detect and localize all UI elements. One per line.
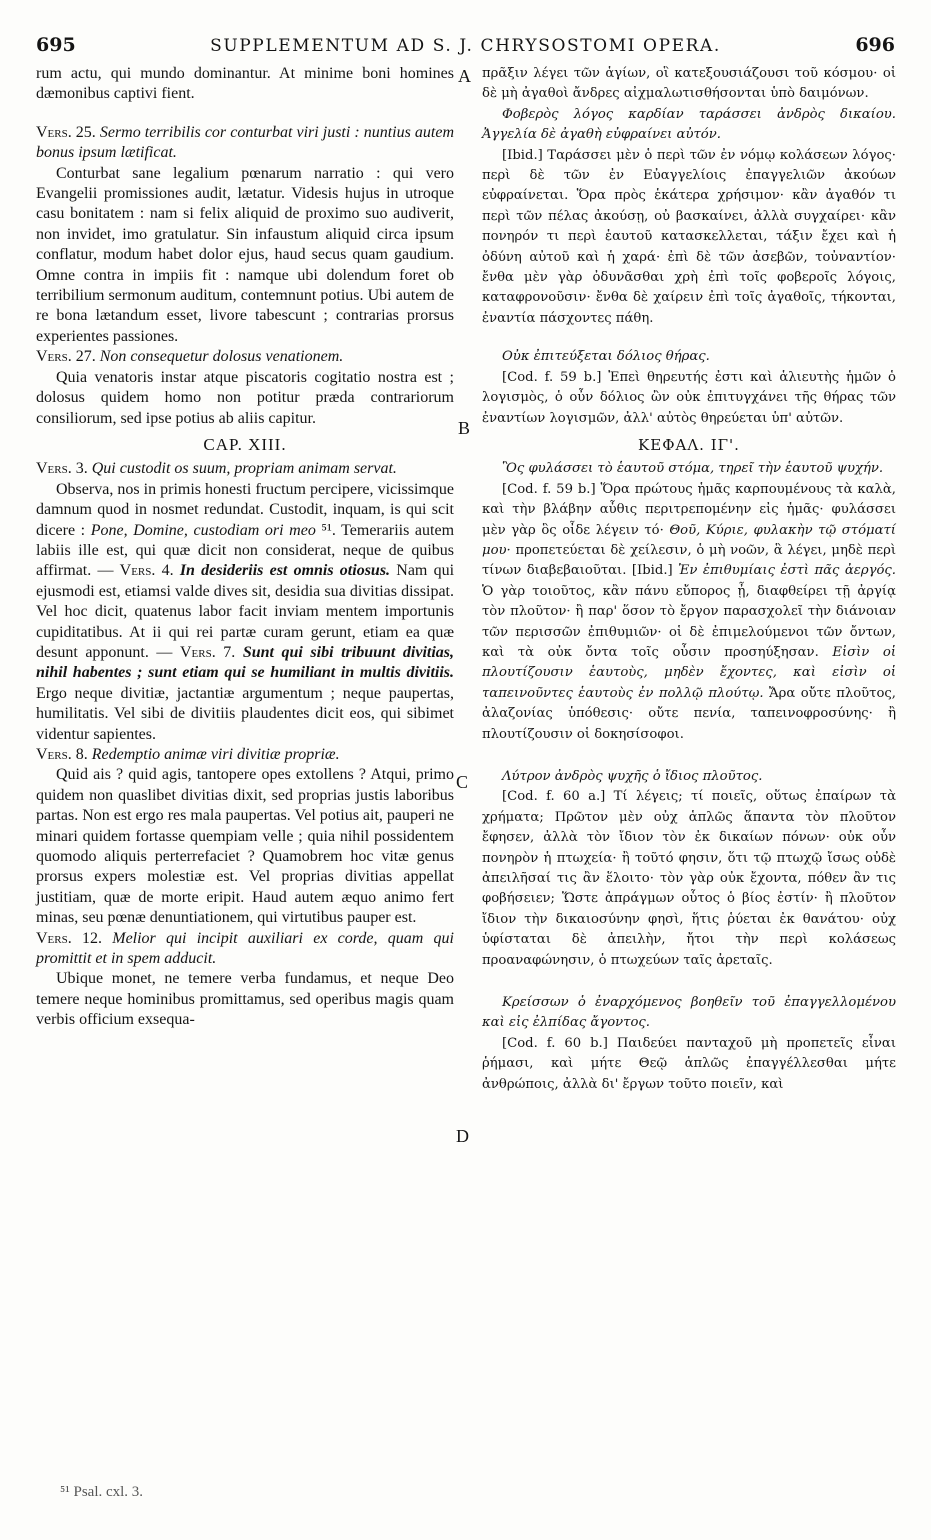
latin-verse-3 [36, 459, 454, 479]
latin-verse-8 [36, 745, 454, 765]
verse-text: Sermo terribilis cor conturbat viri justi : nuntius autem bonus ipsum lætificat. [36, 123, 455, 162]
footnote: ⁵¹ Psal. cxl. 3. [60, 1484, 144, 1500]
latin-verse-12 [36, 929, 454, 970]
verse-label: Vers. 8. [36, 746, 88, 763]
greek-lemma: Ὃς φυλάσσει τὸ ἑαυτοῦ στόμα, τηρεῖ τὴν ἑαυτοῦ ψυχήν. [502, 461, 884, 477]
latin-verse-27 [36, 347, 454, 367]
greek-lemma: Φοβερὸς λόγος καρδίαν ταράσσει ἀνδρὸς δικαίου. Ἀγγελία δὲ ἀγαθὴ εὐφραίνει αὐτόν. [482, 106, 896, 143]
verse-label: Vers. 7. [179, 643, 236, 661]
greek-paragraph: πρᾶξιν λέγει τῶν ἁγίων, οἳ κατεξουσιάζουσι τοῦ κόσμου· οἱ δὲ μὴ ἀγαθοὶ ἄνδρες αἰχμαλωτισθήσονται ὑπὸ δαιμόνων. [482, 66, 896, 102]
codex-reference: [Cod. f. 60 a.] [502, 789, 606, 805]
text-run: Ταράσσει μὲν ὁ περὶ τῶν ἐν νόμῳ κολάσεων λόγος· περὶ δὲ τῶν ἐν Εὐαγγελίοις ἐπαγγελιῶν ἀκούων εὐφραίνεται. Ὅρα πρὸς ἑκάτερα χρήσιμον· κἂν ἀγαθόν τι περὶ τῶν πέλας ἀκούσῃ, οὐ βασκαίνει, ἀλλὰ συγχαίρει· κἂν πονηρόν τι περὶ ἑαυτοῦ κατασκελλεται, τάξιν ἔχει καὶ ἡ ὀδύνη αὐτοῦ καὶ ἡ χαρά· ἐπὶ δὲ τῶν ἀσεβῶν, τοὐναντίον· ἔνθα μὲν γὰρ ὀδυνᾶσθαι χρὴ ἐπὶ τοῖς φοβεροῖς λόγοις, καταφρονοῦσιν· ἔνθα δὲ χαίρειν ἐπὶ τοῖς ἀγαθοῖς, τήκονται, ἐναντία πάσχοντες πάθη. [482, 147, 896, 326]
codex-reference: [Cod. f. 59 b.] [502, 481, 596, 497]
running-title: SUPPLEMENTUM AD S. J. CHRYSOSTOMI OPERA. [210, 36, 721, 56]
codex-reference: [Ibid.] [631, 563, 673, 579]
verse-label: Vers. 27. [36, 348, 96, 366]
codex-reference: [Cod. f. 60 b.] [502, 1035, 608, 1051]
greek-paragraph [482, 368, 896, 429]
text-run: Παιδεύει πανταχοῦ μὴ προπετεῖς εἶναι ῥήμασι, καὶ μήτε Θεῷ ἁπλῶς ἐπαγγέλλεσθαι μήτε ἀνθρώποις, ἀλλὰ δι' ἔργων τοῦτο ποιεῖν, καὶ [482, 1035, 896, 1092]
greek-lemma-inline: Ἐν ἐπιθυμίαις ἐστὶ πᾶς ἀεργός. [672, 563, 896, 579]
greek-lemma: Οὐκ ἐπιτεύξεται δόλιος θήρας. [502, 349, 710, 365]
margin-marker-d: D [456, 1126, 469, 1146]
scripture-quote: Θοῦ, Κύριε, φυλακὴν τῷ στόματί μου· [482, 522, 896, 558]
margin-marker-b: B [458, 418, 471, 438]
latin-column [36, 64, 454, 1031]
text-run: Ergo neque divitiæ, jactantiæ argumentum ; neque paupertas, humilitatis. Vel sibi de divitiis plaudentes dicit eos, qui sibimet videntur sapientes. [36, 684, 454, 743]
text-run: . Temerariis autem labiis ille est, qui quæ dicit non considerat, neque de quibus affirmat. — [36, 521, 455, 580]
verse-label: Vers. 25. [36, 123, 96, 141]
greek-paragraph [482, 787, 896, 971]
page-header [36, 34, 895, 60]
footnote-ref: ⁵¹ [315, 521, 332, 539]
codex-reference: [Ibid.] [502, 147, 543, 163]
verse-text: Qui custodit os suum, propriam animam servat. [91, 460, 397, 478]
text-run: Ὁ γὰρ τοιοῦτος, κἂν πάνυ εὔπορος ᾖ, διαφθείρει τῇ ἀργίᾳ τὸν πλοῦτον· ἢ παρ' ὅσον τὸ ἔργον παρασχολεῖ τὴν διάνοιαν τῶν περισσῶν ἐπιθυμιῶν· οἱ δὲ ἐπιμελούμενοι τῶν ὄντων, καὶ τὰ οὐκ ὄντα τοῖς οὖσιν προσηύξησαν. [482, 583, 896, 660]
text-run: Τί λέγεις; τί ποιεῖς, οὕτως ἐπαίρων τὰ χρήματα; Πρῶτον μὲν οὐχ ἁπλῶς ἅπαντα τὸν πλοῦτον ἔφησεν, ἀλλὰ τὸν ἴδιον τὸν ἐκ δικαίων πόνων· οὐκ οὖν πονηρὸν ἡ πτωχεία· ἢ τοῦτό φησιν, ὅτι τῷ πτωχῷ ἴσως οὐδὲ ἀπειλῆσαί τις ἂν ἕλοιτο· τὸν γὰρ οὐκ ἔχοντα, πόθεν ἂν τις φοβήσειεν; Ὥστε ἀπράγμων οὗτος ὁ βίος ἐστίν· ἢ πλοῦτον ἴδιον τὴν δικαιοσύνην φησὶ, ἥτις ῥύεται ἐκ θανάτου· οὐχ ὑφίσταται δὲ ἀπειλὴν, ἤτοι τὴν περὶ κολάσεως προαναφώνησιν, ὁ πτωχεύων ταῖς ἀρεταῖς. [482, 789, 896, 968]
verse-text: Non consequetur dolosus venationem. [99, 348, 344, 366]
page-number-right: 696 [855, 34, 895, 56]
verse-label: Vers. 4. [119, 562, 174, 580]
text-run: Observa, nos in primis honesti fructum percipere, vicissimque damnum quod in nosmet redundat. Custodit, inquam, is qui scit dicere : [36, 480, 454, 539]
chapter-heading-greek: ΚΕΦΑΛ. ΙΓ'. [638, 435, 740, 454]
text-run: προπετεύεται δὲ χείλεσιν, ὁ μὴ νοῶν, ἃ λέγει, μηδὲ περὶ τίνων διαβεβαιοῦται. [482, 542, 896, 579]
text-run: Ὅρα πρώτους ἡμᾶς καρπουμένους τὰ καλὰ, καὶ τὴν βλάβην αὖθις περιτρεπομένην εἰς ἡμᾶς· φυλάσσει μὲν γὰρ ὃς οἶδε λέγειν τό· [482, 481, 897, 538]
greek-lemma-inline: Εἰσὶν οἱ πλουτίζουσιν ἑαυτοὺς, μηδὲν ἔχοντες, καὶ εἰσὶν οἱ ταπεινοῦντες ἑαυτοὺς ἐν πολλῷ πλούτῳ. [482, 644, 896, 701]
latin-verse-25 [36, 123, 454, 164]
greek-paragraph [482, 480, 896, 745]
greek-lemma: Λύτρον ἀνδρὸς ψυχῆς ὁ ἴδιος πλοῦτος. [502, 769, 763, 784]
latin-paragraph: rum actu, qui mundo dominantur. At minime boni homines dæmonibus captivi fient. [36, 65, 454, 103]
latin-paragraph: Quid ais ? quid agis, tantopere opes extollens ? Atqui, primo quidem non quaslibet divitias dixit, sed proprias justis laboribus partas. Non est ergo res mala paupertas. Vel potius ait, pauperi ne minari quidem fortasse quempiam velle ; quia nihil possidentem quomodo aliquis perterrefaciet ? Quamobrem hoc vitæ genus prorsus expers molestiæ est. Vel proprias divitias appellat justitiam, quæ de morte eripit. Haud autem æquo animo fert minas, seu pœnæ denuntiationem, qui virtutibus pauper est. [36, 766, 454, 927]
greek-paragraph [482, 146, 896, 330]
verse-text: In desideriis est omnis otiosus. [179, 562, 391, 580]
text-run: Ἄρα οὔτε πλοῦτος, ἀλαζονίας ὑπόθεσις· οὔτε πενία, ταπεινοφροσύνης· ἢ πλουτίζουσιν οἱ δοκησίσοφοι. [482, 685, 896, 742]
latin-paragraph [36, 480, 454, 745]
text-run: Nam qui ejusmodi est, etiamsi valde dives sit, desidia sua divitias dissipat. Vel hoc dicit, quatenus labor facit inviam mentem importunis cupiditatibus. At ii qui rei partæ curam gerunt, etiam ea quæ desunt apponunt. — [36, 562, 455, 661]
scripture-quote: Pone, Domine, custodiam ori meo [90, 521, 316, 539]
latin-paragraph: Ubique monet, ne temere verba fundamus, et neque Deo temere neque hominibus promittamus, sed operibus magis quam verbis officium exsequa- [36, 970, 454, 1029]
verse-text: Sunt qui sibi tribuunt divitias, nihil habentes ; sunt etiam qui se humiliant in multis divitiis. [36, 643, 455, 682]
verse-text: Redemptio animæ viri divitiæ propriæ. [91, 746, 340, 763]
margin-marker-a: A [458, 66, 471, 86]
greek-column [482, 64, 896, 1095]
chapter-heading-latin: CAP. XIII. [203, 434, 287, 454]
verse-text: Melior qui incipit auxiliari ex corde, quam qui promittit et in spem adducit. [36, 929, 454, 968]
page-number-left: 695 [36, 34, 76, 56]
verse-label: Vers. 12. [36, 929, 102, 947]
text-run: Ἐπεὶ θηρευτής ἐστι καὶ ἁλιευτὴς ἡμῶν ὁ λογισμὸς, ὁ οὖν δόλιος ὢν οὐκ ἐπιτυγχάνει τῆς θήρας τῶν ἐναντίων λογισμῶν, ἀλλ' αὐτὸς θηρεύεται ὑπ' αὐτῶν. [482, 369, 896, 426]
codex-reference: [Cod. f. 59 b.] [502, 369, 602, 385]
latin-paragraph: Quia venatoris instar atque piscatoris cogitatio nostra est ; dolosus quidem homo non potitur præda contrariorum consiliorum, sed ipse potius ab aliis capitur. [36, 368, 454, 427]
verse-label: Vers. 3. [36, 460, 88, 478]
latin-paragraph: Conturbat sane legalium pœnarum narratio : qui vero Evangelii promissiones audit, lætatur. Videsis hujus in utroque casu bonitatem : nam si felix aliquid de proximo suo audiverit, non invidet, imo gratulatur. Sin infaustum aliquid circa ipsum conflatur, modum habet dolor ejus, haud secus quam gaudium. Omne contra in impiis fit : namque ubi dolendum foret ob terribilium sermonum auditum, contemnunt potius. Ubi autem de re bona lætandum esset, livore tabescunt ; contrarias prorsus experientes passiones. [36, 164, 454, 345]
greek-paragraph [482, 1034, 896, 1095]
greek-lemma: Κρείσσων ὁ ἐναρχόμενος βοηθεῖν τοῦ ἐπαγγελλομένου καὶ εἰς ἐλπίδας ἄγοντος. [482, 995, 896, 1031]
margin-marker-c: C [456, 772, 469, 792]
